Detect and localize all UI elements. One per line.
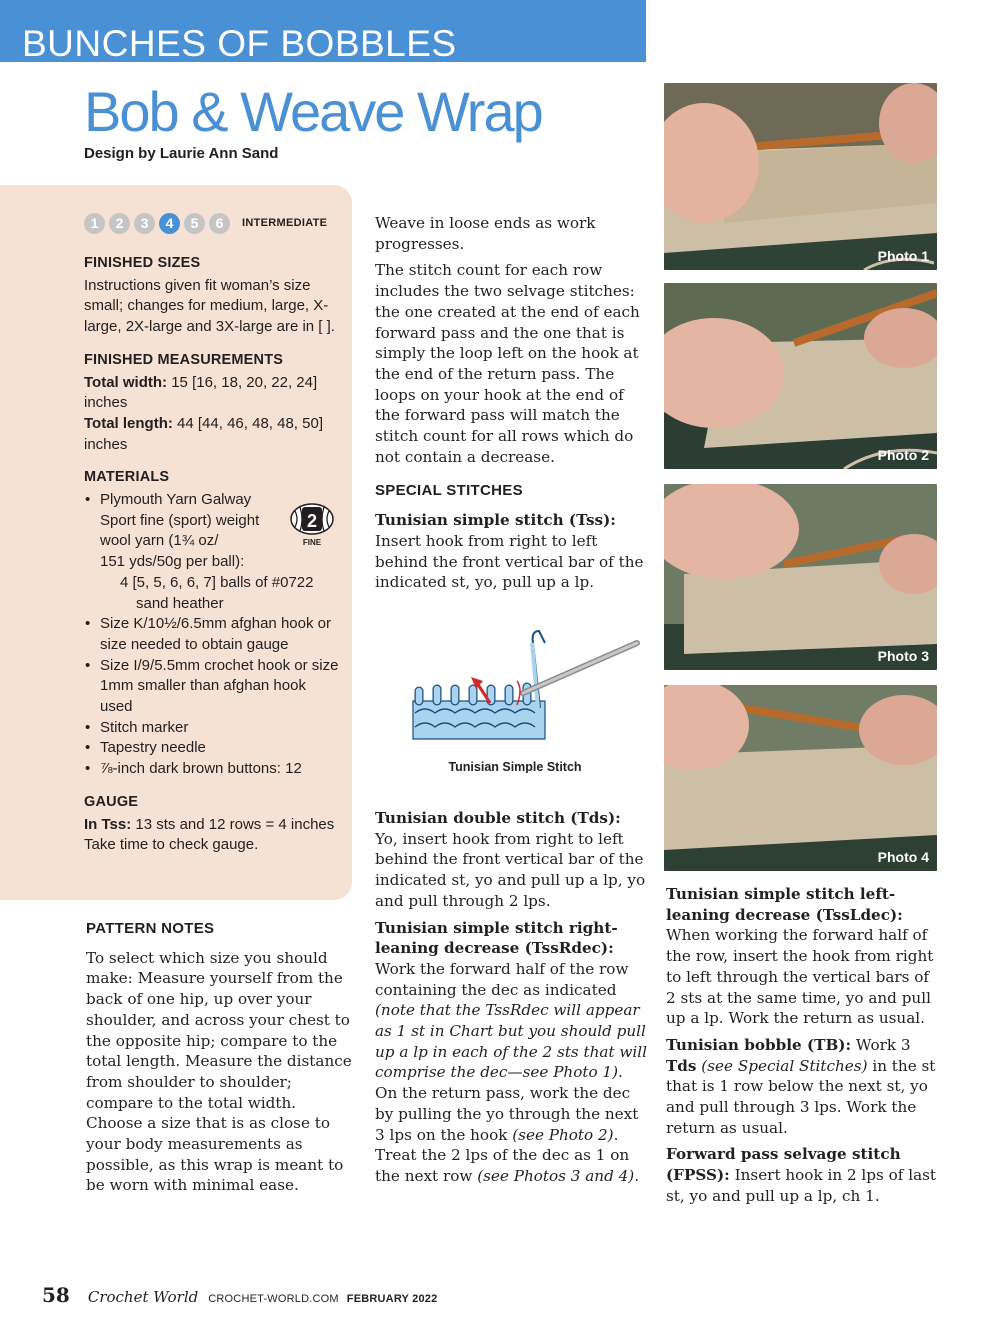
- skill-level-label: INTERMEDIATE: [242, 216, 328, 229]
- photo-4: [664, 685, 937, 871]
- column-3: [666, 884, 938, 1213]
- list-item: • Stitch marker: [84, 718, 342, 739]
- list-item: • Size K/10½/6.5mm afghan hook or size needed to obtain gauge: [84, 614, 342, 655]
- finished-sizes-text: Instructions given fit woman’s size small; changes for medium, large, X-large, 2X-large and 3X-large are in [ ].: [84, 276, 335, 336]
- gauge-note: Take time to check gauge.: [84, 836, 259, 854]
- page-footer: [42, 1283, 437, 1307]
- list-item: • Plymouth Yarn Galway Sport fine (sport) weight wool yarn (1¾ oz/ 151 yds/50g per ball): 4 [5, 5, 6, 6, 7] balls of #0722 sand heather: [84, 490, 342, 614]
- column-2-bottom: [375, 808, 647, 1193]
- tssldec-definition: Tunisian simple stitch left-leaning decrease (TssLdec): When working the forward half of the row, insert the hook from right to left through the vertical bars of 2 sts at the same time, yo and pull up a lp. Work the return as usual.: [666, 885, 934, 1028]
- tss-definition: Tunisian simple stitch (Tss): Insert hook from right to left behind the front vertical bar of the indicated st, yo, pull up a lp.: [375, 511, 644, 592]
- photo-3: [664, 484, 937, 670]
- tds-definition: Tunisian double stitch (Tds): Yo, insert hook from right to left behind the front vertical bar of the indicated st, yo and pull up a lp, yo and pull through 2 lps.: [375, 809, 646, 910]
- column-2-top: [375, 213, 647, 599]
- list-item: • ⅞-inch dark brown buttons: 12: [84, 759, 342, 780]
- byline: Design by Laurie Ann Sand: [84, 145, 279, 162]
- photo-1: [664, 83, 937, 270]
- skill-level-3-icon: 3: [134, 213, 155, 234]
- diagram-caption: Tunisian Simple Stitch: [448, 760, 582, 773]
- issue-date: FEBRUARY 2022: [346, 1293, 438, 1305]
- skill-level-4-icon: 4: [159, 213, 180, 234]
- finished-sizes-heading: FINISHED SIZES: [84, 255, 201, 271]
- list-item: • Size I/9/5.5mm crochet hook or size 1mm smaller than afghan hook used: [84, 656, 342, 718]
- photo-2: [664, 283, 937, 469]
- tunisian-stitch-diagram: [405, 623, 645, 773]
- skill-level-2-icon: 2: [109, 213, 130, 234]
- pattern-notes-heading: PATTERN NOTES: [86, 920, 215, 937]
- stitch-count-text: The stitch count for each row includes the two selvage stitches: the one created at the end of each forward pass and the one that is simply the loop left on the hook at the end of the return pass. The loops on your hook at the end of the forward pass will match the stitch count for all rows which do not contain a decrease.: [375, 261, 640, 466]
- yarn-weight-icon: [287, 501, 337, 549]
- fpss-definition: Forward pass selvage stitch (FPSS): Insert hook in 2 lps of last st, yo and pull up a lp, ch 1.: [666, 1145, 937, 1205]
- photo-4-label: Photo 4: [877, 849, 929, 865]
- skill-level-6-icon: 6: [209, 213, 230, 234]
- yarn-weight-label: FINE: [302, 538, 322, 547]
- skill-level-1-icon: 1: [84, 213, 105, 234]
- weave-ends-text: Weave in loose ends as work progresses.: [375, 214, 596, 253]
- magazine-name: Crochet World: [87, 1288, 199, 1306]
- finished-measurements-heading: FINISHED MEASUREMENTS: [84, 351, 284, 368]
- section-title: BUNCHES OF BOBBLES: [22, 23, 457, 64]
- special-stitches-heading: SPECIAL STITCHES: [375, 482, 523, 500]
- gauge-heading: GAUGE: [84, 793, 139, 810]
- gauge-text: In Tss: 13 sts and 12 rows = 4 inches: [84, 815, 335, 833]
- total-length: Total length: 44 [44, 46, 48, 48, 50] inches: [84, 414, 323, 453]
- page-title: Bob & Weave Wrap: [84, 80, 542, 143]
- materials-heading: MATERIALS: [84, 469, 170, 486]
- list-item: • Tapestry needle: [84, 738, 342, 759]
- photo-2-label: Photo 2: [877, 447, 929, 463]
- tb-definition: Tunisian bobble (TB): Work 3 Tds (see Special Stitches) in the st that is 1 row below the next st, yo and pull through 3 lps. Work the return as usual.: [666, 1035, 936, 1137]
- skill-level: [84, 211, 342, 235]
- skill-level-5-icon: 5: [184, 213, 205, 234]
- total-width: Total width: 15 [16, 18, 20, 22, 24] inches: [84, 373, 318, 412]
- yarn-weight-number: 2: [306, 511, 318, 531]
- website: CROCHET-WORLD.COM: [208, 1293, 339, 1305]
- page-number: 58: [42, 1283, 70, 1307]
- tssrdec-definition: Tunisian simple stitch right-leaning decrease (TssRdec): Work the forward half of the row containing the dec as indicated (note that the TssRdec will appear as 1 st in Chart but you should pull up a lp in each of the 2 sts that will comprise the dec—see Photo 1). On the return pass, work the dec by pulling the yo through the next 3 lps on the hook (see Photo 2). Treat the 2 lps of the dec as 1 on the next row (see Photos 3 and 4).: [375, 918, 647, 1185]
- photo-3-label: Photo 3: [877, 648, 929, 664]
- pattern-notes-text: To select which size you should make: Measure yourself from the back of one hip, up over your shoulder, and across your chest to the opposite hip; compare to the total length. Measure the distance from shoulder to shoulder; compare to the total width. Choose a size that is as close to your body measurements as possible, as this wrap is meant to be worn with minimal ease.: [86, 948, 352, 1195]
- photo-1-label: Photo 1: [877, 248, 929, 264]
- pattern-notes: [86, 919, 354, 1202]
